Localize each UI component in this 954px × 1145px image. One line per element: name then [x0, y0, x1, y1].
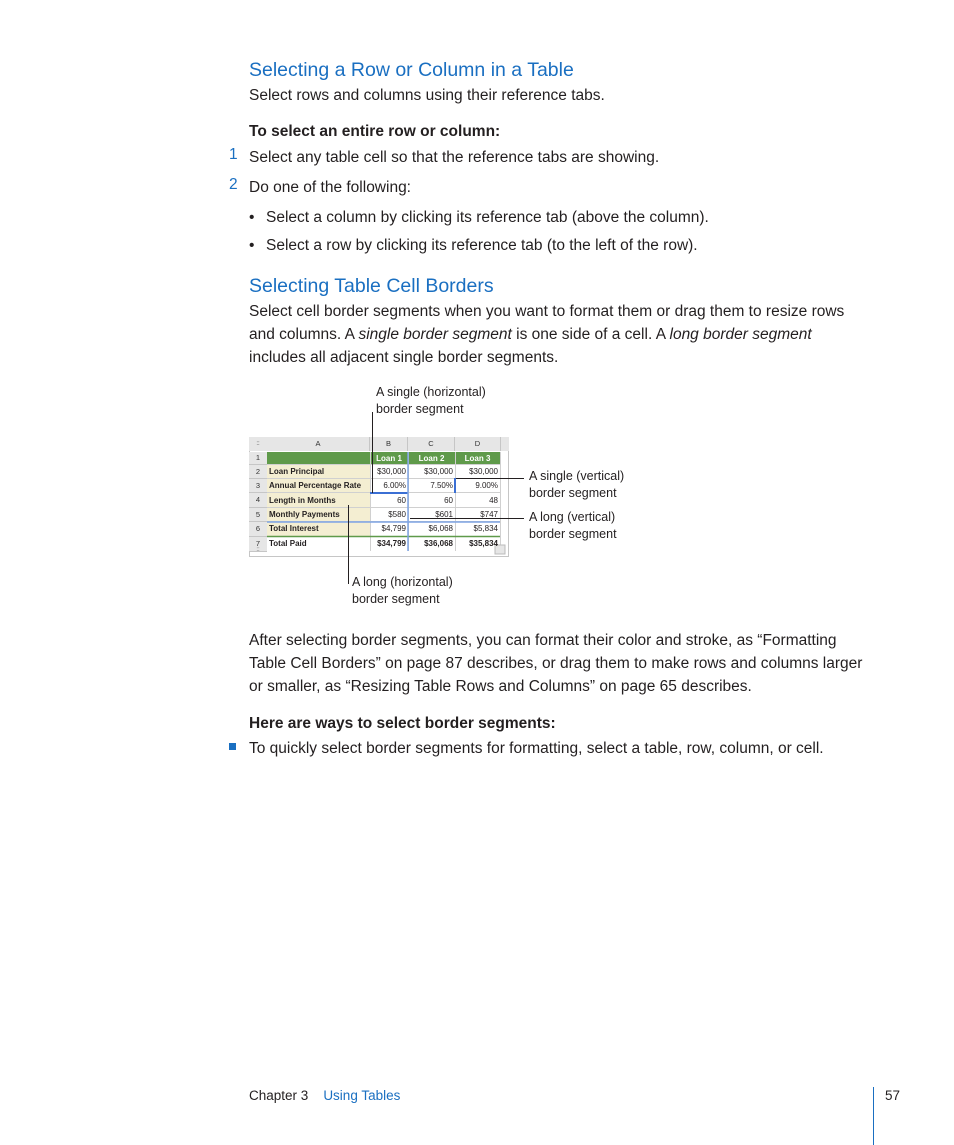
callout-single-vertical: A single (vertical) border segment: [529, 469, 625, 500]
row-label: Total Interest: [269, 524, 319, 533]
bullet-dot: •: [249, 237, 255, 254]
row-label: Annual Percentage Rate: [269, 481, 362, 490]
callout-long-vertical: A long (vertical) border segment: [529, 510, 617, 541]
table-cell: 6.00%: [383, 481, 406, 490]
row-tab-1[interactable]: 1: [249, 452, 267, 465]
section-intro: Select rows and columns using their reference tabs.: [249, 87, 605, 104]
table-cell: $580: [388, 510, 406, 519]
table-cell: $35,834: [469, 539, 498, 548]
table-cell: $34,799: [377, 539, 406, 548]
table-cell: 60: [397, 496, 406, 505]
callout-long-horizontal: A long (horizontal) border segment: [352, 575, 453, 606]
ways-title: Here are ways to select border segments:: [249, 715, 556, 732]
row-tab-6[interactable]: 6: [249, 522, 267, 537]
step-number: 1: [229, 146, 238, 163]
row-label: Total Paid: [269, 539, 307, 548]
section-title-cell-borders: Selecting Table Cell Borders: [249, 275, 494, 297]
table-cell: $30,000: [377, 467, 406, 476]
term-single-border: single border segment: [358, 326, 512, 343]
table-corner-handle[interactable]: ::: [249, 437, 268, 451]
step-text: Select any table cell so that the reference tabs are showing.: [249, 149, 660, 166]
table-cell: $747: [480, 510, 498, 519]
bottom-corner-handle[interactable]: ::: [256, 547, 260, 553]
ways-item: To quickly select border segments for formatting, select a table, row, column, or cell.: [249, 740, 824, 757]
row-tab-3[interactable]: 3: [249, 479, 267, 493]
row-tab-7[interactable]: 7: [249, 537, 267, 552]
table-cell: $601: [435, 510, 453, 519]
table-cell: 60: [444, 496, 453, 505]
footer-divider: [873, 1087, 874, 1145]
footer-chapter: Chapter 3 Using Tables: [249, 1088, 401, 1103]
section-title-row-column: Selecting a Row or Column in a Table: [249, 59, 574, 81]
term-long-border: long border segment: [669, 326, 812, 343]
row-tab-2[interactable]: 2: [249, 465, 267, 479]
table-cell: $5,834: [473, 524, 498, 533]
table-cell: $30,000: [469, 467, 498, 476]
table-cell: Loan 1: [376, 454, 402, 463]
row-label: Monthly Payments: [269, 510, 340, 519]
step-number: 2: [229, 176, 238, 193]
table-cell: $4,799: [381, 524, 406, 533]
column-tab-a[interactable]: A: [267, 437, 370, 451]
row-tab-5[interactable]: 5: [249, 508, 267, 522]
table-cell: Loan 3: [464, 454, 491, 463]
table-cell: 9.00%: [475, 481, 498, 490]
bullet-dot: •: [249, 209, 255, 226]
column-tab-c[interactable]: C: [408, 437, 455, 451]
after-paragraph: After selecting border segments, you can format their color and stroke, as “Formatting Table Cell Borders” on page 87 describes, or drag them to make rows and columns larger or smaller, as “Resizing Table Rows and Columns” on page 65 describes.: [249, 632, 863, 695]
bullet-text: Select a column by clicking its reference tab (above the column).: [266, 209, 709, 226]
step-text: Do one of the following:: [249, 179, 411, 196]
column-tab-b[interactable]: B: [370, 437, 408, 451]
table-cell: 48: [489, 496, 498, 505]
procedure-title: To select an entire row or column:: [249, 123, 501, 140]
column-tab-d[interactable]: D: [455, 437, 501, 451]
row-label: Loan Principal: [269, 467, 325, 476]
callout-single-horizontal: A single (horizontal) border segment: [376, 385, 486, 416]
table-cell: $6,068: [428, 524, 453, 533]
footer-chapter-link[interactable]: Using Tables: [323, 1088, 401, 1103]
section-paragraph: Select cell border segments when you want to format them or drag them to resize rows and columns. A single border segment is one side of a cell. A long border segment includes all adjacent single border segments.: [249, 303, 845, 366]
bullet-text: Select a row by clicking its reference tab (to the left of the row).: [266, 237, 698, 254]
row-tab-4[interactable]: 4: [249, 493, 267, 508]
table-cell: $36,068: [424, 539, 453, 548]
table-cell: Loan 2: [418, 454, 445, 463]
page-number: 57: [885, 1088, 901, 1103]
square-bullet-icon: [229, 743, 236, 750]
row-label: Length in Months: [269, 496, 336, 505]
table-cell: $30,000: [424, 467, 453, 476]
table-cell: 7.50%: [430, 481, 453, 490]
